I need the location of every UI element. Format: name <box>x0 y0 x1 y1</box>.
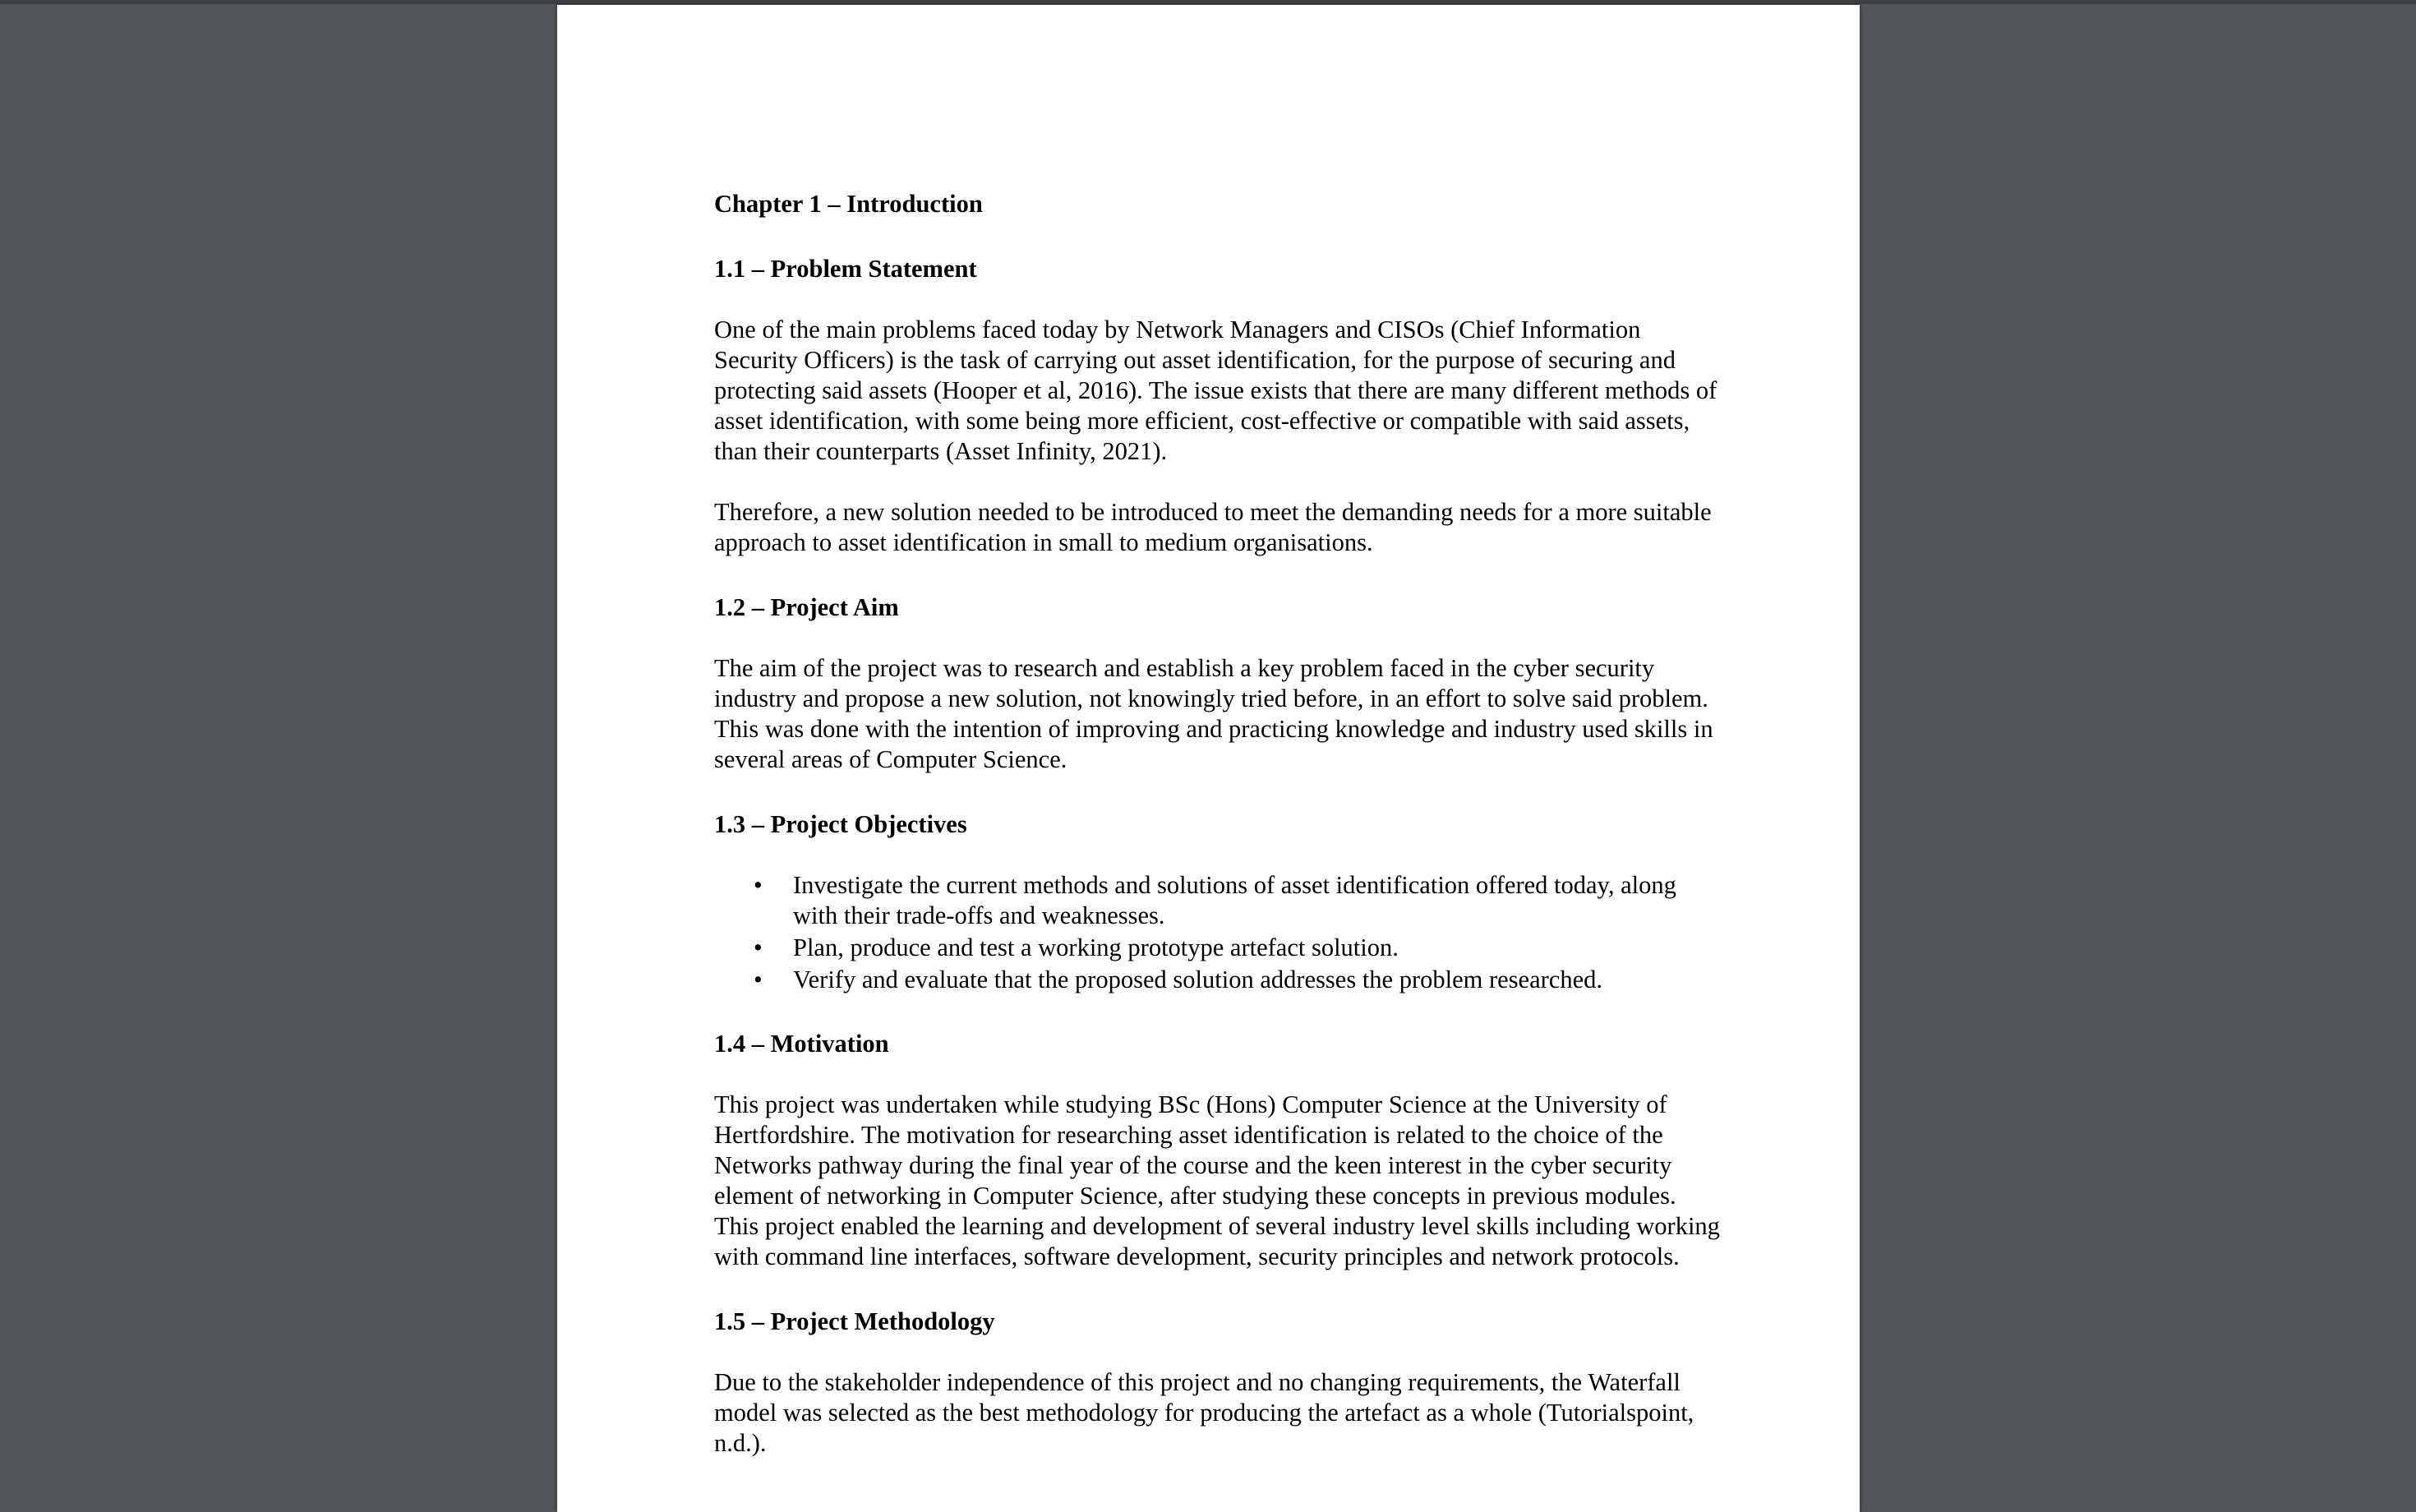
page-content <box>714 189 1725 1489</box>
objective-item-2: • Plan, produce and test a working prototype artefact solution. <box>793 933 1725 963</box>
objective-item-3: • Verify and evaluate that the proposed solution addresses the problem researched. <box>793 965 1725 995</box>
viewer-top-edge <box>0 0 2416 4</box>
project-aim-paragraph: The aim of the project was to research and establish a key problem faced in the cyber security industry and propose a new solution, not knowingly tried before, in an effort to solve said problem. This was done with the intention of improving and practicing knowledge and industry used skills in several areas of Computer Science. <box>714 654 1713 773</box>
methodology-paragraph: Due to the stakeholder independence of this project and no changing requirements, the Waterfall model was selected as the best methodology for producing the artefact as a whole (Tutorialspoint, n.d.). <box>714 1368 1694 1457</box>
problem-statement-paragraph-1: One of the main problems faced today by Network Managers and CISOs (Chief Information Security Officers) is the task of carrying out asset identification, for the purpose of securing and protecting said assets (Hooper et al, 2016). The issue exists that there are many different methods of asset identification, with some being more efficient, cost-effective or compatible with said assets, than their counterparts (Asset Infinity, 2021). <box>714 316 1717 465</box>
problem-statement-paragraph-2: Therefore, a new solution needed to be introduced to meet the demanding needs for a more suitable approach to asset identification in small to medium organisations. <box>714 498 1712 556</box>
document-page <box>557 5 1860 1512</box>
chapter-title: Chapter 1 – Introduction <box>714 190 983 218</box>
section-heading-project-methodology: 1.5 – Project Methodology <box>714 1307 995 1335</box>
section-heading-motivation: 1.4 – Motivation <box>714 1030 889 1058</box>
section-heading-project-aim: 1.2 – Project Aim <box>714 593 899 621</box>
motivation-paragraph: This project was undertaken while studying BSc (Hons) Computer Science at the University of Hertfordshire. The motivation for researching asset identification is related to the choice of the Networks pathway during the final year of the course and the keen interest in the cyber security element of networking in Computer Science, after studying these concepts in previous modules. This project enabled the learning and development of several industry level skills including working with command line interfaces, software development, security principles and network protocols. <box>714 1090 1720 1270</box>
section-heading-project-objectives: 1.3 – Project Objectives <box>714 810 967 838</box>
objectives-list <box>714 870 1725 995</box>
objective-item-1: • Investigate the current methods and solutions of asset identification offered today, along with their trade-offs and weaknesses. <box>793 870 1725 931</box>
section-heading-problem-statement: 1.1 – Problem Statement <box>714 255 977 283</box>
